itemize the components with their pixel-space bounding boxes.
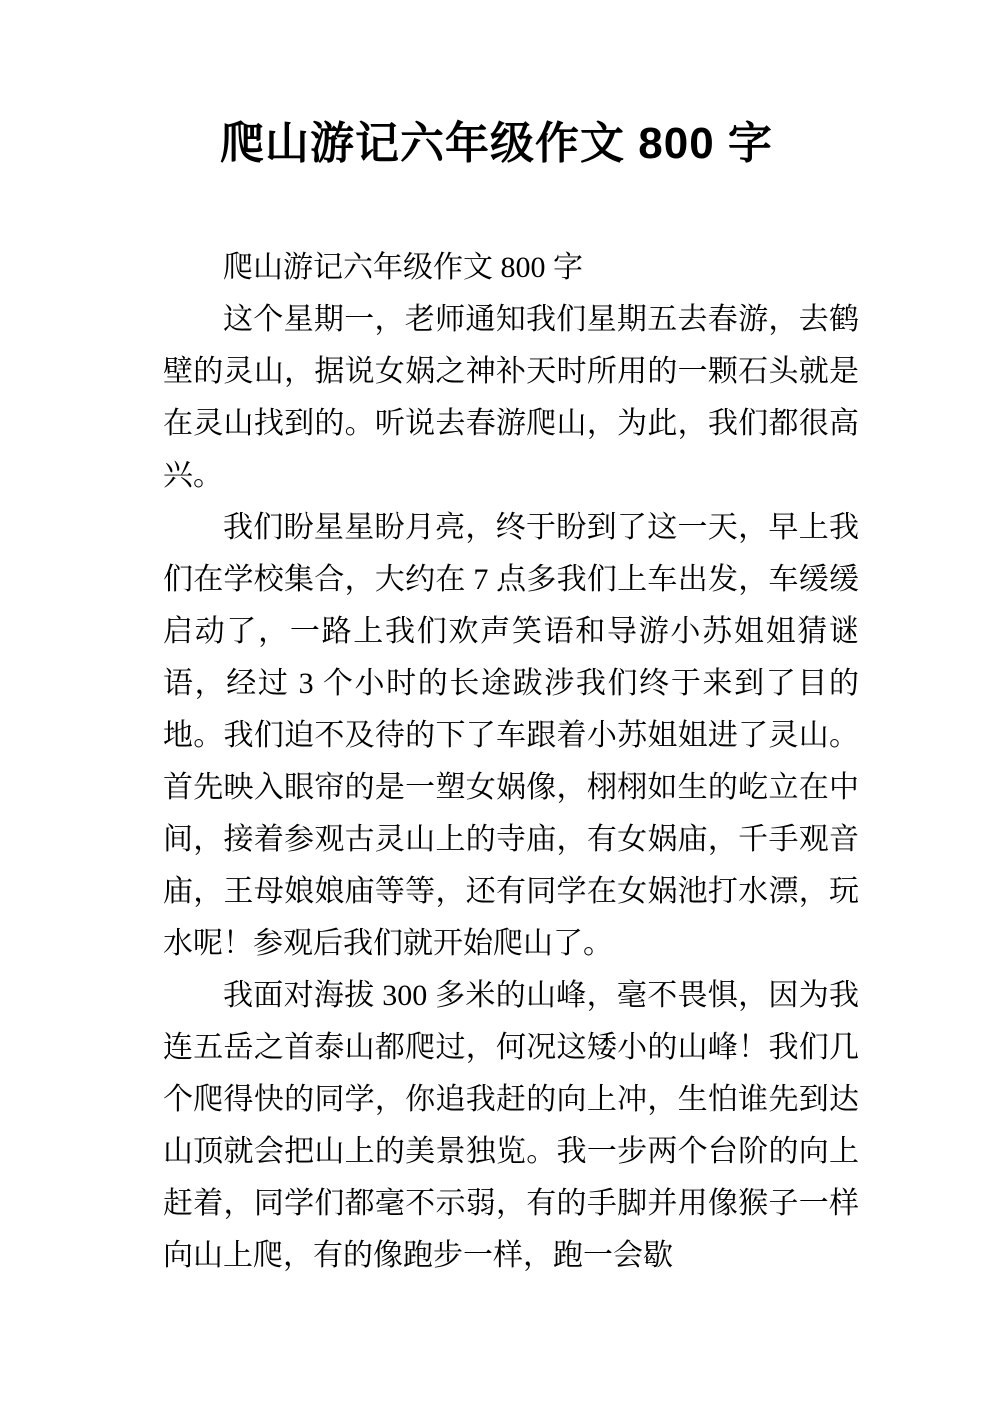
document-title: 爬山游记六年级作文 800 字 bbox=[220, 119, 773, 168]
paragraph: 这个星期一，老师通知我们星期五去春游，去鹤壁的灵山，据说女娲之神补天时所用的一颗石头就是在灵山找到的。听说去春游爬山，为此，我们都很高兴。 bbox=[163, 302, 859, 492]
paragraph: 我们盼星星盼月亮，终于盼到了这一天，早上我们在学校集合，大约在 7 点多我们上车出发，车缓缓启动了，一路上我们欢声笑语和导游小苏姐姐猜谜语，经过 3 个小时的长途跋涉我们终于来到了目的地。我们迫不及待的下了车跟着小苏姐姐进了灵山。首先映入眼帘的是一塑女娲像，栩栩如生的屹立在中间，接着参观古灵山上的寺庙，有女娲庙，千手观音庙，王母娘娘庙等等，还有同学在女娲池打水漂，玩水呢！参观后我们就开始爬山了。 bbox=[163, 510, 859, 960]
document-body bbox=[163, 242, 859, 1282]
paragraph-heading-line: 爬山游记六年级作文 800 字 bbox=[223, 250, 583, 284]
paragraph: 我面对海拔 300 多米的山峰，毫不畏惧，因为我连五岳之首泰山都爬过，何况这矮小的山峰！我们几个爬得快的同学，你追我赶的向上冲，生怕谁先到达山顶就会把山上的美景独览。我一步两个台阶的向上赶着，同学们都毫不示弱，有的手脚并用像猴子一样向山上爬，有的像跑步一样，跑一会歇 bbox=[163, 978, 859, 1272]
